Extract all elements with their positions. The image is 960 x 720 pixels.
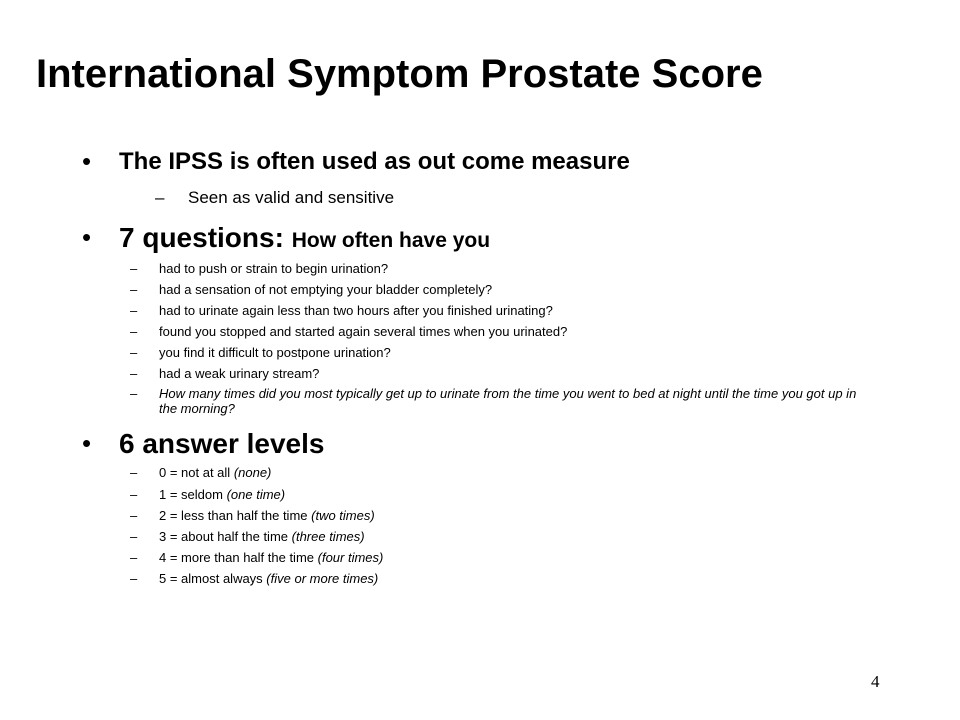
bullet-dot: • <box>82 146 92 176</box>
question-text: How many times did you most typically get up to urinate from the time you went to bed at night until the time you got up in the morning? <box>159 386 857 416</box>
bullet-text <box>119 148 630 176</box>
question-text: had a weak urinary stream? <box>159 366 320 381</box>
answer-main: 2 = less than half the time <box>159 508 312 523</box>
item-dash: – <box>130 261 138 276</box>
answer-alt: (two times) <box>311 508 375 523</box>
answer-alt: (three times) <box>291 529 365 544</box>
bullet-dot: • <box>82 222 92 252</box>
answer-text <box>159 550 383 565</box>
answer-text <box>159 571 378 586</box>
question-text: found you stopped and started again several times when you urinated? <box>159 324 568 339</box>
bullet-text <box>119 428 324 460</box>
answer-main: 5 = almost always <box>159 571 267 586</box>
item-dash: – <box>130 487 138 502</box>
bullet-bold-text: 7 questions: <box>119 222 292 253</box>
item-dash: – <box>130 465 138 480</box>
answer-text <box>159 529 365 544</box>
answer-alt: (one time) <box>226 487 286 502</box>
item-dash: – <box>130 508 138 523</box>
question-text: you find it difficult to postpone urination? <box>159 345 391 360</box>
bullet-dot: • <box>82 428 92 458</box>
answer-alt: (none) <box>233 465 272 480</box>
page-number: 4 <box>871 672 880 691</box>
question-text: had a sensation of not emptying your bladder completely? <box>159 282 493 297</box>
bullet-text <box>119 222 490 254</box>
item-dash: – <box>130 366 138 381</box>
bullet-rest-text: How often have you <box>291 229 491 252</box>
item-dash: – <box>130 303 138 318</box>
item-dash: – <box>130 345 138 360</box>
item-dash: – <box>130 386 138 401</box>
answer-text <box>159 487 285 502</box>
answer-text <box>159 465 271 480</box>
answer-main: 4 = more than half the time <box>159 550 318 565</box>
item-dash: – <box>130 324 138 339</box>
bullet-bold-text: 6 answer levels <box>119 428 325 459</box>
answer-main: 0 = not at all <box>159 465 234 480</box>
sub-bullet-text: Seen as valid and sensitive <box>188 188 395 207</box>
item-dash: – <box>130 282 138 297</box>
answer-text <box>159 508 375 523</box>
item-dash: – <box>130 529 138 544</box>
answer-main: 3 = about half the time <box>159 529 292 544</box>
slide-title: International Symptom Prostate Score <box>36 52 763 96</box>
question-text: had to push or strain to begin urination? <box>159 261 389 276</box>
answer-alt: (four times) <box>317 550 384 565</box>
answer-main: 1 = seldom <box>159 487 227 502</box>
item-dash: – <box>130 571 138 586</box>
bullet-bold-text: The IPSS is often used as out come measure <box>119 148 630 175</box>
sub-bullet-dash: – <box>155 188 165 207</box>
answer-alt: (five or more times) <box>266 571 379 586</box>
question-text: had to urinate again less than two hours after you finished urinating? <box>159 303 553 318</box>
item-dash: – <box>130 550 138 565</box>
